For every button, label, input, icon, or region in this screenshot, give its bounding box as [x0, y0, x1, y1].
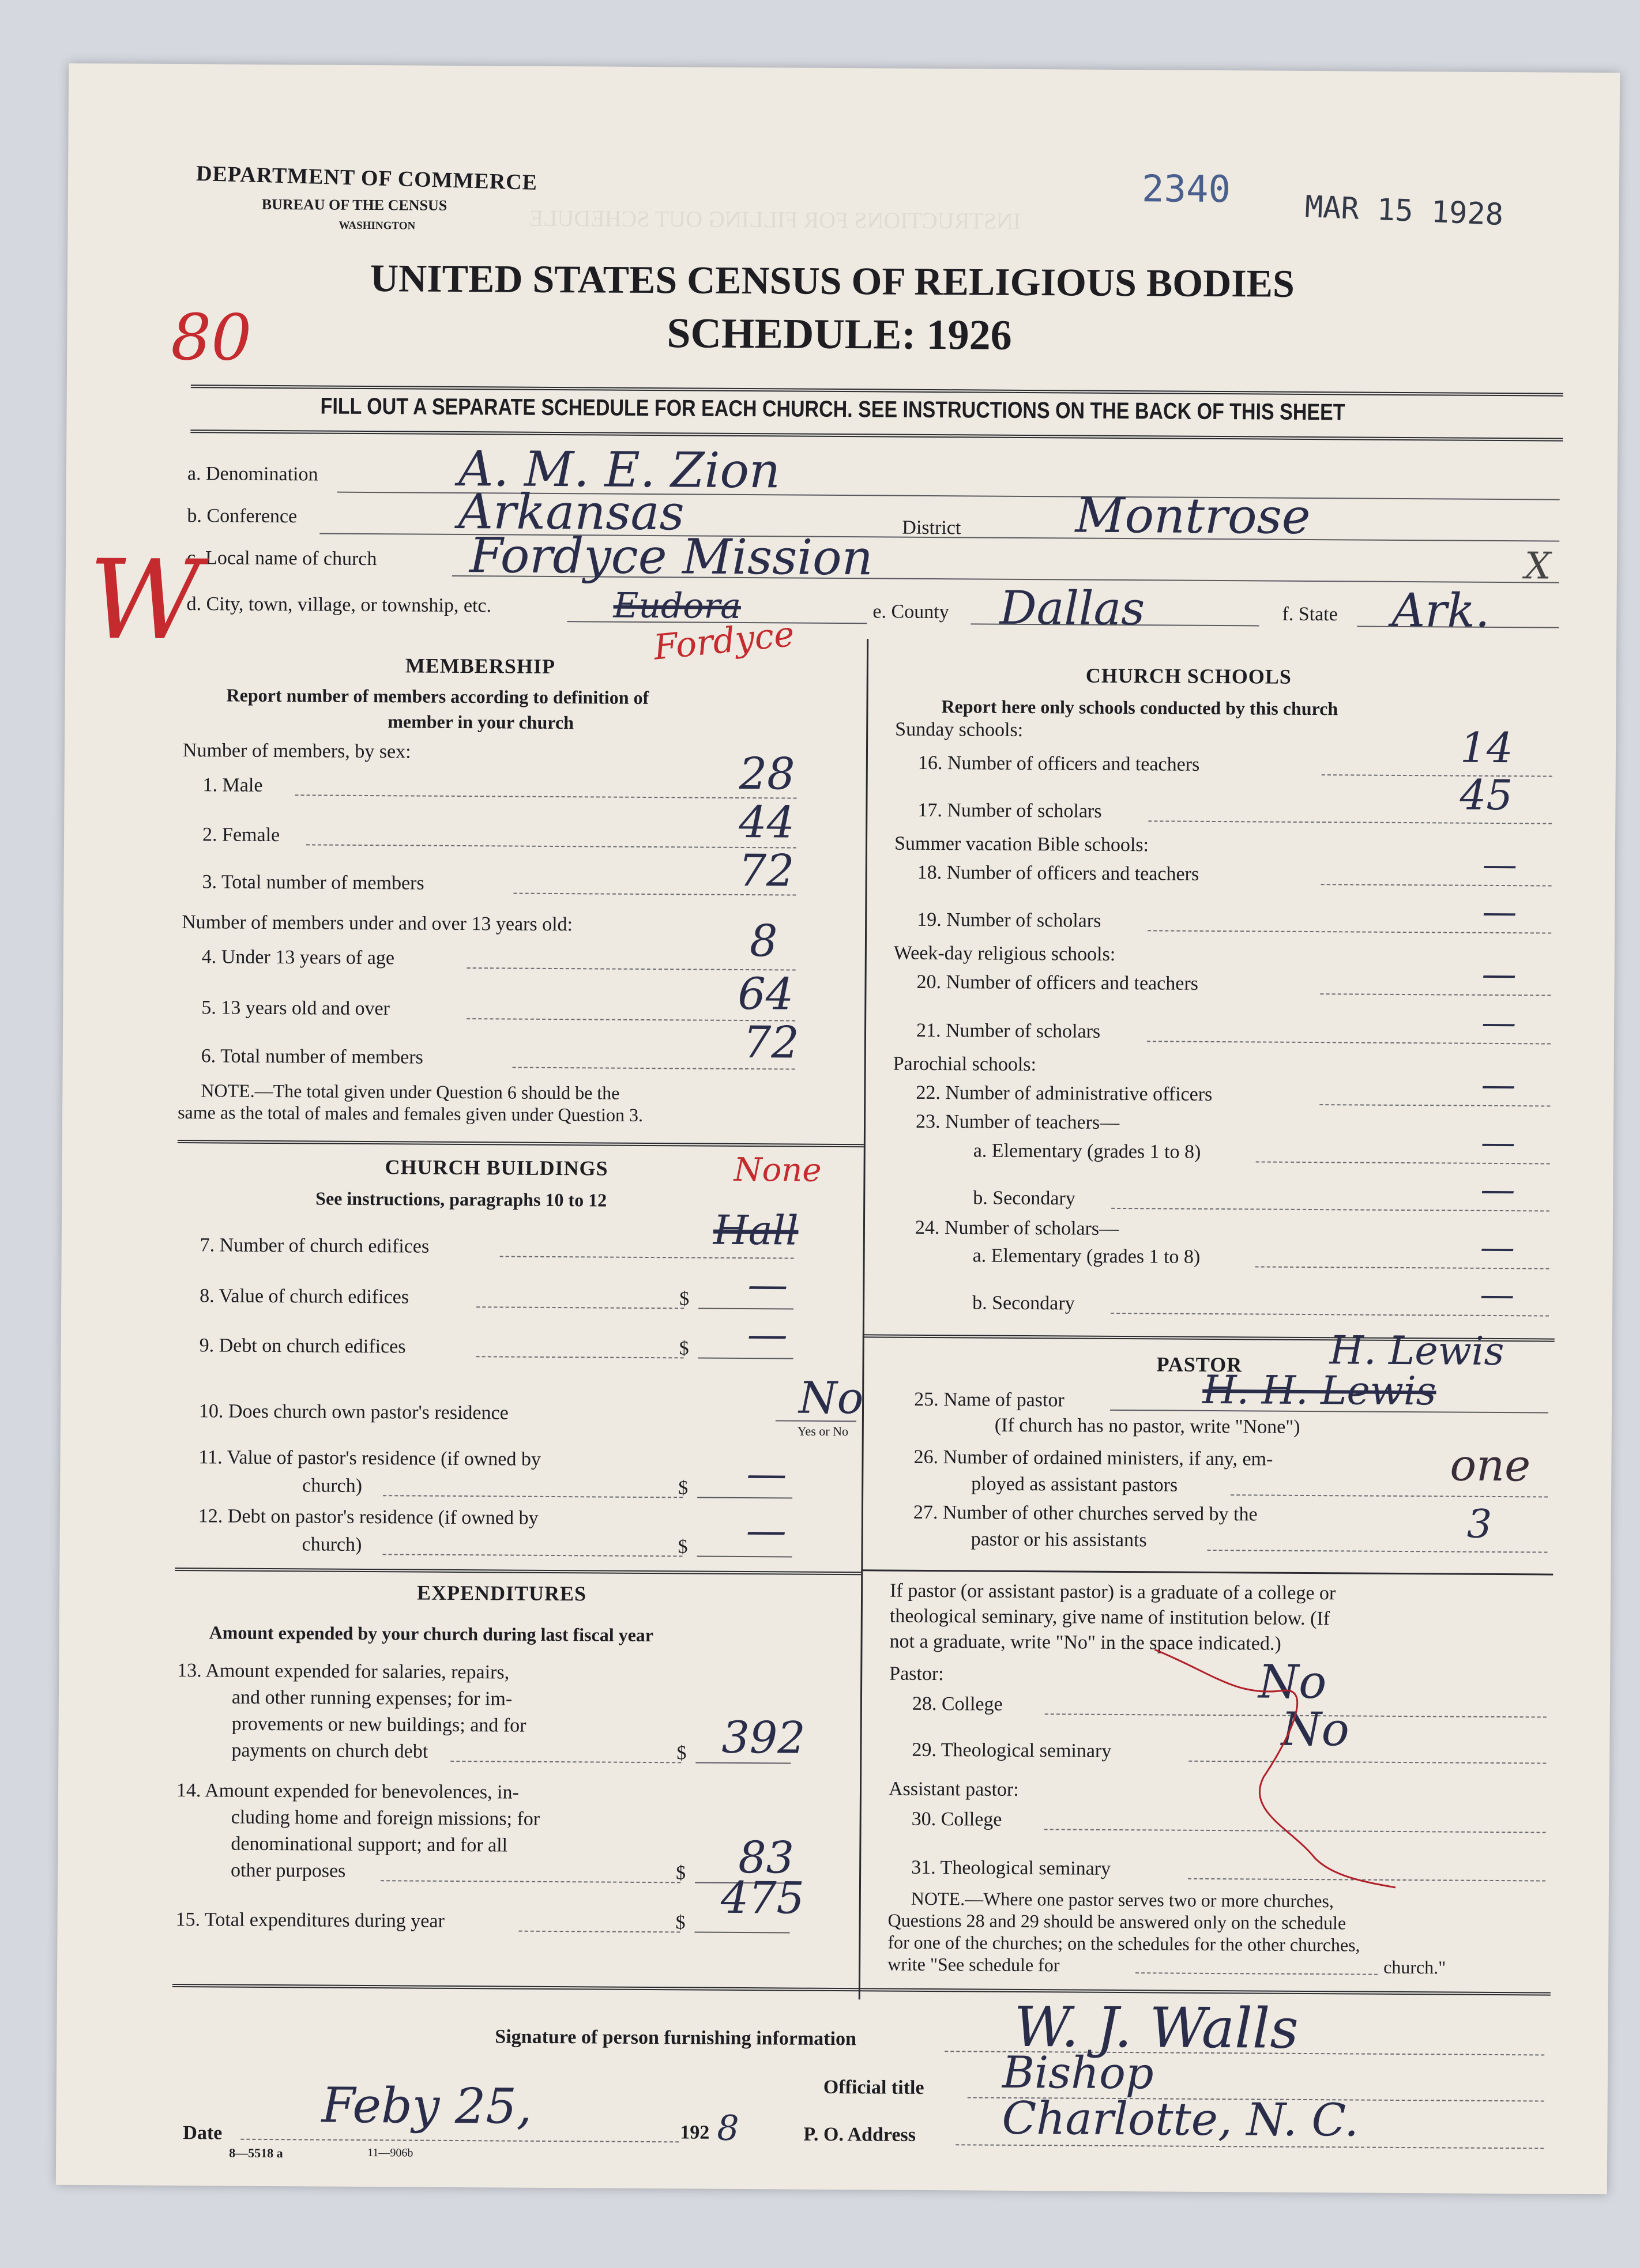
pastor-name-struck[interactable]: H. H. Lewis: [1202, 1367, 1436, 1415]
summer-schools-label: Summer vacation Bible schools:: [894, 832, 1149, 856]
answer-24b[interactable]: —: [1480, 1274, 1515, 1316]
question-11-line-1: 11. Value of pastor's residence (if owned by: [198, 1446, 541, 1470]
received-number-stamp: 2340: [1141, 168, 1231, 212]
pastor-heading: PASTOR: [1156, 1352, 1243, 1377]
question-11-line-2: church): [302, 1475, 363, 1497]
city-label: d. City, town, village, or township, etc.: [186, 593, 492, 617]
conference-label: b. Conference: [187, 505, 298, 528]
answer-11-value[interactable]: —: [746, 1450, 787, 1498]
dollar-sign-11: $: [678, 1477, 689, 1499]
question-4-under-13: 4. Under 13 years of age: [201, 946, 395, 969]
answer-16[interactable]: 14: [1460, 723, 1513, 773]
expenditures-heading: EXPENDITURES: [416, 1581, 587, 1606]
pastor-note-1: NOTE.—Where one pastor serves two or more churches,: [911, 1888, 1334, 1912]
members-by-sex-label: Number of members, by sex:: [182, 740, 411, 763]
question-14-line-3: denominational support; and for all: [231, 1833, 508, 1856]
question-22: 22. Number of administrative officers: [916, 1082, 1213, 1105]
conference-value[interactable]: Arkansas: [458, 483, 685, 541]
po-address-value[interactable]: Charlotte, N. C.: [1002, 2092, 1359, 2147]
answer-3-total[interactable]: 72: [738, 844, 795, 896]
question-21: 21. Number of scholars: [916, 1019, 1101, 1042]
parochial-schools-label: Parochial schools:: [893, 1053, 1037, 1076]
answer-6-total[interactable]: 72: [743, 1016, 799, 1068]
check-x-mark: X: [1524, 545, 1551, 588]
question-6-total: 6. Total number of members: [201, 1045, 423, 1068]
question-25-note: (If church has no pastor, write "None"): [994, 1414, 1300, 1438]
church-buildings-heading: CHURCH BUILDINGS: [385, 1155, 608, 1180]
question-18: 18. Number of officers and teachers: [917, 861, 1199, 885]
dollar-sign-13: $: [676, 1742, 687, 1764]
answer-19[interactable]: —: [1482, 891, 1517, 933]
answer-21[interactable]: —: [1481, 1002, 1517, 1043]
church-schools-heading: CHURCH SCHOOLS: [1085, 664, 1292, 688]
answer-14-amount[interactable]: 83: [738, 1831, 795, 1883]
answer-18[interactable]: —: [1482, 844, 1518, 886]
pastor-note-3: for one of the churches; on the schedules for the other churches,: [887, 1931, 1360, 1956]
expenditures-subtitle: Amount expended by your church during last fiscal year: [209, 1622, 654, 1646]
answer-13-amount[interactable]: 392: [721, 1711, 806, 1764]
question-15-total: 15. Total expenditures during year: [175, 1909, 445, 1932]
answer-23a[interactable]: —: [1480, 1122, 1516, 1163]
answer-17[interactable]: 45: [1460, 770, 1513, 820]
year-prefix: 192: [680, 2122, 710, 2143]
answer-5-over-13[interactable]: 64: [738, 967, 794, 1020]
pastor-note-2: Questions 28 and 29 should be answered only on the schedule: [887, 1909, 1346, 1934]
red-none-note: None: [734, 1151, 822, 1189]
dollar-sign-9: $: [679, 1338, 689, 1359]
question-23b: b. Secondary: [973, 1187, 1075, 1210]
question-10-residence: 10. Does church own pastor's residence: [198, 1400, 509, 1424]
signature-value[interactable]: W. J. Walls: [1014, 1994, 1299, 2061]
answer-8-value[interactable]: —: [747, 1261, 788, 1309]
date-value[interactable]: Feby 25,: [321, 2077, 532, 2135]
question-19: 19. Number of scholars: [917, 909, 1101, 932]
bleed-through-text: INSTRUCTIONS FOR FILLING OUT SCHEDULE: [529, 205, 1021, 234]
answer-12-debt[interactable]: —: [746, 1506, 787, 1554]
question-12-line-1: 12. Debt on pastor's residence (if owned by: [198, 1505, 539, 1529]
red-mark-w: W: [88, 536, 202, 665]
district-value[interactable]: Montrose: [1075, 487, 1311, 545]
question-8-value: 8. Value of church edifices: [200, 1285, 409, 1308]
answer-26[interactable]: one: [1450, 1439, 1531, 1491]
denomination-label: a. Denomination: [187, 463, 318, 485]
graduate-instruction-1: If pastor (or assistant pastor) is a graduate of a college or: [889, 1580, 1336, 1604]
answer-28[interactable]: No: [1258, 1655, 1327, 1709]
question-27-line-1: 27. Number of other churches served by the: [913, 1501, 1258, 1525]
pastor-note-4b: church.": [1383, 1956, 1446, 1978]
question-13-line-3: provements or new buildings; and for: [231, 1713, 526, 1736]
question-5-over-13: 5. 13 years old and over: [201, 997, 390, 1020]
official-title-value[interactable]: Bishop: [1002, 2046, 1154, 2099]
membership-heading: MEMBERSHIP: [405, 654, 556, 678]
yes-or-no-hint: Yes or No: [797, 1423, 849, 1439]
church-buildings-subtitle: See instructions, paragraphs 10 to 12: [315, 1188, 607, 1211]
answer-9-debt[interactable]: —: [747, 1310, 788, 1358]
state-value[interactable]: Ark.: [1391, 583, 1490, 638]
question-26-line-1: 26. Number of ordained ministers, if any, em-: [913, 1446, 1273, 1470]
question-13-line-1: 13. Amount expended for salaries, repairs,: [177, 1660, 510, 1683]
question-26-line-2: ployed as assistant pastors: [971, 1473, 1178, 1496]
form-number: 8—5518 a: [229, 2145, 283, 2161]
question-20: 20. Number of officers and teachers: [916, 971, 1199, 994]
question-14-line-1: 14. Amount expended for benevolences, in-: [176, 1780, 519, 1803]
pastor-name-correction[interactable]: H. Lewis: [1329, 1328, 1504, 1375]
state-label: f. State: [1282, 603, 1338, 626]
department-name: DEPARTMENT OF COMMERCE: [195, 161, 538, 195]
answer-4-under-13[interactable]: 8: [749, 915, 778, 967]
county-label: e. County: [872, 601, 949, 623]
answer-27[interactable]: 3: [1466, 1501, 1492, 1547]
question-23: 23. Number of teachers—: [915, 1110, 1120, 1133]
year-suffix[interactable]: 8: [717, 2108, 739, 2149]
local-name-label: c. Local name of church: [186, 547, 377, 570]
form-number-2: 11—906b: [367, 2146, 413, 2160]
question-27-line-2: pastor or his assistants: [971, 1528, 1147, 1551]
question-13-line-4: payments on church debt: [231, 1739, 428, 1762]
denomination-value[interactable]: A. M. E. Zion: [458, 440, 781, 499]
question-30: 30. College: [911, 1808, 1002, 1830]
question-24a: a. Elementary (grades 1 to 8): [972, 1245, 1201, 1268]
dollar-sign-8: $: [679, 1288, 690, 1310]
answer-22[interactable]: —: [1481, 1064, 1516, 1106]
po-address-label: P. O. Address: [803, 2123, 916, 2146]
answer-1-male[interactable]: 28: [739, 747, 795, 800]
bureau-city: WASHINGTON: [338, 219, 416, 232]
district-label: District: [902, 517, 961, 539]
city-value-struck[interactable]: Eudora: [613, 585, 742, 627]
answer-23b[interactable]: —: [1480, 1169, 1515, 1211]
membership-note-line-1: NOTE.—The total given under Question 6 should be the: [201, 1080, 620, 1103]
graduate-instruction-2: theological seminary, give name of institution below. (If: [889, 1605, 1330, 1630]
schedule-title: SCHEDULE: 1926: [667, 310, 1012, 359]
question-28: 28. College: [912, 1693, 1003, 1715]
graduate-instruction-3: not a graduate, write "No" in the space indicated.): [889, 1630, 1281, 1655]
answer-29[interactable]: No: [1281, 1702, 1350, 1757]
city-correction[interactable]: Fordyce: [652, 613, 796, 668]
assistant-pastor-label: Assistant pastor:: [888, 1778, 1019, 1800]
question-9-debt: 9. Debt on church edifices: [199, 1335, 406, 1358]
membership-subtitle-1: Report number of members according to definition of: [226, 684, 649, 708]
local-name-value[interactable]: Fordyce Mission: [469, 527, 874, 586]
question-14-line-2: cluding home and foreign missions; for: [231, 1806, 540, 1830]
answer-10-residence[interactable]: No: [798, 1372, 864, 1424]
question-25: 25. Name of pastor: [914, 1388, 1065, 1411]
question-24b: b. Secondary: [972, 1292, 1075, 1314]
answer-15-total[interactable]: 475: [720, 1871, 805, 1924]
signature-label: Signature of person furnishing information: [495, 2026, 857, 2050]
county-value[interactable]: Dallas: [999, 581, 1145, 636]
membership-subtitle-2: member in your church: [388, 711, 574, 733]
question-23a: a. Elementary (grades 1 to 8): [973, 1140, 1201, 1163]
question-29: 29. Theological seminary: [912, 1739, 1112, 1762]
question-1-male: 1. Male: [202, 774, 263, 796]
official-title-label: Official title: [823, 2076, 924, 2099]
received-date-stamp: MAR 15 1928: [1304, 189, 1504, 233]
question-16: 16. Number of officers and teachers: [917, 752, 1200, 775]
members-by-age-label: Number of members under and over 13 years old:: [182, 911, 573, 936]
pastor-note-4a: write "See schedule for: [887, 1953, 1060, 1976]
pastor-label: Pastor:: [889, 1663, 944, 1685]
dollar-sign-14: $: [675, 1862, 686, 1884]
date-label: Date: [183, 2122, 223, 2144]
dollar-sign-12: $: [678, 1536, 688, 1558]
instructions-banner: FILL OUT A SEPARATE SCHEDULE FOR EACH CHURCH. SEE INSTRUCTIONS ON THE BACK OF THIS SHEET: [320, 393, 1345, 425]
question-3-total: 3. Total number of members: [202, 871, 424, 894]
question-7-edifices: 7. Number of church edifices: [200, 1234, 430, 1257]
form-title: UNITED STATES CENSUS OF RELIGIOUS BODIES: [370, 256, 1295, 306]
sunday-schools-label: Sunday schools:: [895, 718, 1024, 741]
dollar-sign-15: $: [675, 1912, 686, 1934]
answer-24a[interactable]: —: [1480, 1227, 1515, 1268]
weekday-schools-label: Week-day religious schools:: [893, 942, 1116, 965]
question-17: 17. Number of scholars: [917, 799, 1102, 822]
question-2-female: 2. Female: [202, 824, 280, 846]
red-pen-squiggle: [1142, 1626, 1443, 1893]
answer-20[interactable]: —: [1481, 954, 1517, 995]
question-13-line-2: and other running expenses; for im-: [231, 1686, 513, 1710]
census-schedule-sheet: [56, 63, 1620, 2194]
question-12-line-2: church): [302, 1534, 362, 1555]
question-14-line-4: other purposes: [231, 1859, 346, 1882]
membership-note-line-2: same as the total of males and females given under Question 3.: [178, 1102, 644, 1125]
question-31: 31. Theological seminary: [911, 1856, 1111, 1879]
bureau-name: BUREAU OF THE CENSUS: [261, 195, 447, 214]
answer-2-female[interactable]: 44: [738, 796, 795, 848]
church-schools-subtitle: Report here only schools conducted by this church: [941, 696, 1338, 719]
red-mark-80: 80: [170, 300, 252, 375]
question-24: 24. Number of scholars—: [915, 1216, 1119, 1240]
answer-7-struck[interactable]: Hall: [713, 1206, 799, 1254]
